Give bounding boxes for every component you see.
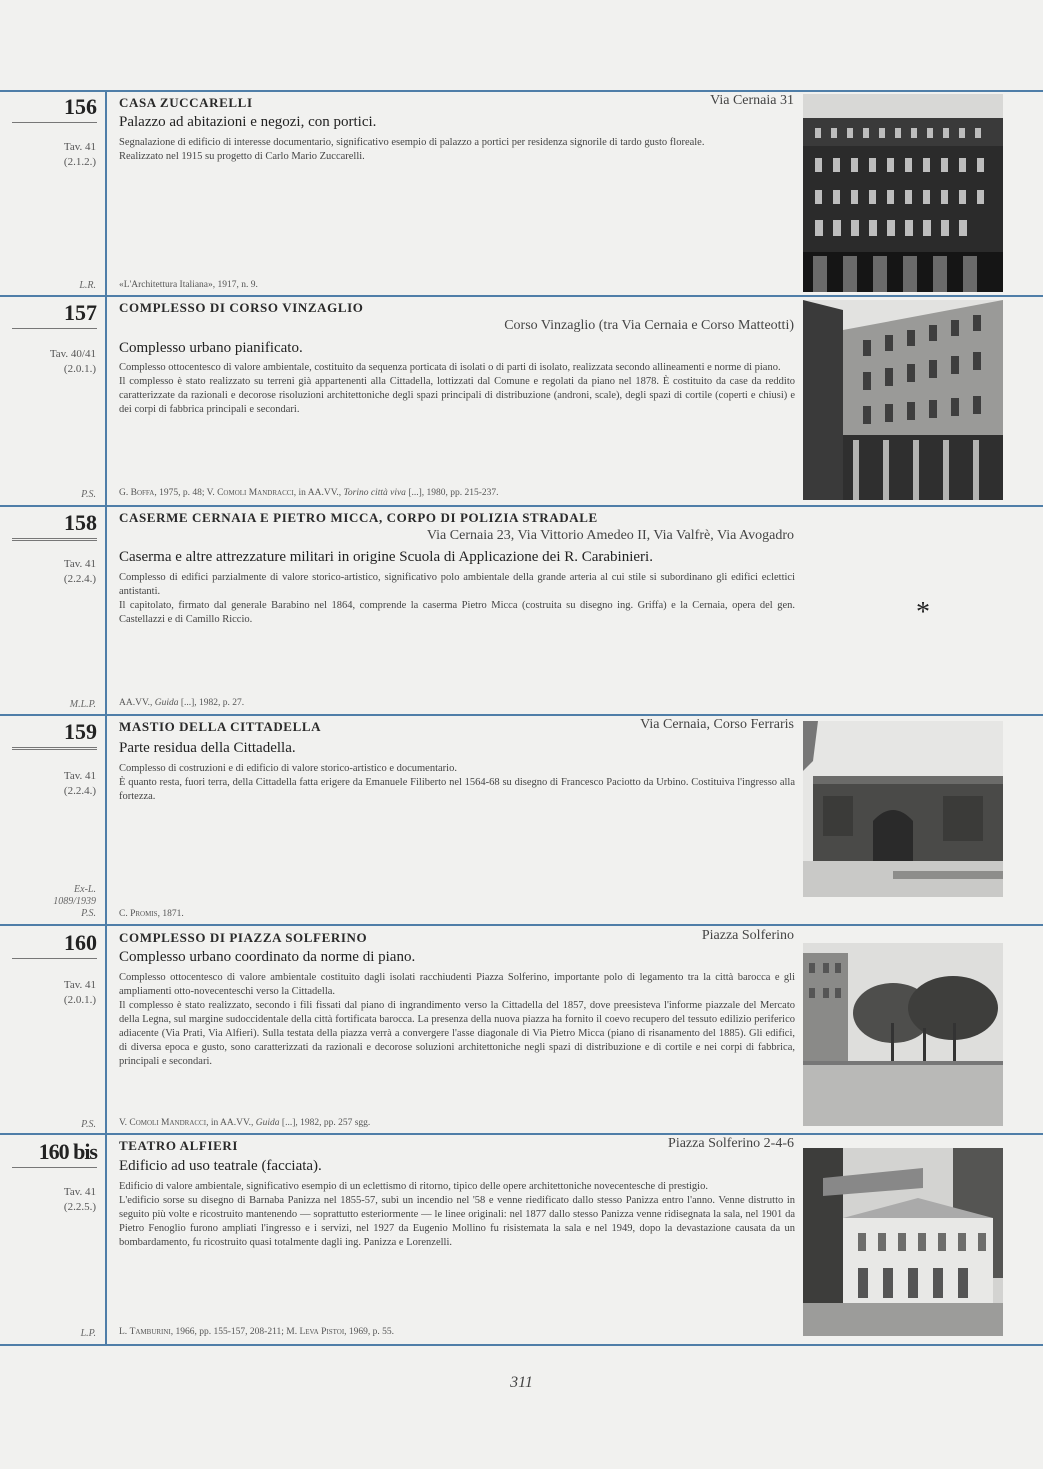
tavola: Tav. 41 <box>63 770 96 782</box>
catalog-entry <box>0 1135 1043 1344</box>
classification-code: (2.2.5.) <box>63 1201 96 1213</box>
ref-text: , 1975, p. 48; V. <box>154 488 218 498</box>
entry-number: 159 <box>12 719 97 750</box>
entry-title: TEATRO ALFIERI <box>119 1138 239 1153</box>
ref-work-title: Guida <box>255 1118 280 1128</box>
author-initials: P.S. <box>81 489 96 500</box>
citadel-photo <box>803 721 1003 897</box>
catalog-entry <box>0 716 1043 924</box>
author-initials: M.L.P. <box>69 699 96 710</box>
tavola: Tav. 41 <box>63 1186 96 1198</box>
entry-number: 158 <box>12 510 97 541</box>
entry-subtitle: Complesso urbano pianificato. <box>119 340 303 356</box>
tavola-ref <box>12 347 96 377</box>
entry-title: MASTIO DELLA CITTADELLA <box>119 719 322 734</box>
paragraph: Complesso di costruzioni e di edificio di valore storico-artistico e documentario. <box>119 763 457 774</box>
classification-code: (2.0.1.) <box>63 363 96 375</box>
entry-description <box>119 762 795 804</box>
building-photo <box>803 94 1003 292</box>
classification-code: (2.2.4.) <box>63 573 96 585</box>
bibliographic-reference <box>119 488 499 498</box>
entry-subtitle: Complesso urbano coordinato da norme di piano. <box>119 949 416 965</box>
entry-subtitle: Caserma e altre attrezzature militari in origine Scuola di Applicazione dei R. Carabinieri. <box>119 549 653 565</box>
paragraph: È quanto resta, fuori terra, della Cittadella fatta erigere da Emanuele Filiberto nel 1564-68 su disegno di Francesco Paciotto da Urbino. Costituiva l'ingresso alla fortezza. <box>119 777 795 802</box>
bibliographic-reference <box>119 1327 394 1337</box>
entry-number: 160 <box>12 930 97 959</box>
catalog-entry <box>0 507 1043 714</box>
bibliographic-reference <box>119 1118 370 1128</box>
building-photo <box>803 300 1003 500</box>
piazza-photo <box>803 943 1003 1126</box>
entry-address: Piazza Solferino <box>701 928 794 943</box>
bibliographic-reference: «L'Architettura Italiana», 1917, n. 9. <box>119 280 258 290</box>
author-initials: P.S. <box>81 1119 96 1130</box>
entry-description <box>119 971 795 1069</box>
paragraph: Il complesso è stato realizzato su terreni già appartenenti alla Cittadella, lottizzati dal Comune e regolati da piano nel 1878. È costituito da case da reddito caratterizzate da razionali e decorose risoluzioni architettoniche degli spazi principali di distribuzione (androni, scale), degli spazi di cortile (coperti e chiusi) e dei corpi di fabbrica principali e secondari. <box>119 376 795 415</box>
paragraph: Complesso ottocentesco di valore ambientale, costituito da sequenza porticata di isolati o di parti di isolato, realizzata secondo allineamenti e norme di piano. <box>119 362 781 373</box>
ref-work-title: Torino città viva <box>343 488 406 498</box>
entry-subtitle: Palazzo ad abitazioni e negozi, con portici. <box>119 114 377 130</box>
entry-description <box>119 571 795 627</box>
ref-work-title: Guida <box>154 698 179 708</box>
paragraph: Complesso di edifici parzialmente di valore storico-artistico, significativo polo ambientale della grande arteria al cui stile si subordinano gli edifici eclettici antistanti. <box>119 572 795 597</box>
tavola: Tav. 41 <box>63 979 96 991</box>
classification-code: (2.1.2.) <box>63 156 96 168</box>
catalog-entry <box>0 92 1043 295</box>
ref-text: , 1969, p. 55. <box>344 1327 395 1337</box>
ref-text: [...], 1980, pp. 215-237. <box>405 488 499 498</box>
ref-text: , in AA.VV., <box>293 488 344 498</box>
initials-line: P.S. <box>81 908 96 919</box>
tavola-ref <box>12 557 96 587</box>
entry-subtitle: Parte residua della Cittadella. <box>119 740 296 756</box>
entry-address: Corso Vinzaglio (tra Via Cernaia e Corso Matteotti) <box>504 318 794 333</box>
catalog-entry <box>0 297 1043 505</box>
ref-author: Leva Pistoi <box>299 1327 345 1337</box>
classification-code: (2.2.4.) <box>63 785 96 797</box>
entry-address: Via Cernaia 31 <box>710 93 794 108</box>
tavola: Tav. 41 <box>63 141 96 153</box>
paragraph: Realizzato nel 1915 su progetto di Carlo Mario Zuccarelli. <box>119 151 365 162</box>
paragraph: Edificio di valore ambientale, significativo esempio di un eclettismo di ritorno, tipico delle opere architettoniche novecentesche di prestigio. <box>119 1181 708 1192</box>
ref-text: L. <box>119 1327 130 1337</box>
entry-description <box>119 1180 795 1250</box>
ref-text: C. <box>119 909 131 919</box>
ref-text: V. <box>119 1118 130 1128</box>
paragraph: L'edificio sorse su disegno di Barnaba Panizza nel 1855-57, subì un incendio nel '58 e venne riedificato dallo stesso Panizza entro l'anno. Venne distrutto in seguito più volte e ricostruito mantenendo — soprattutto esteriormente — le linee originali: nel 1877 dallo stesso Panizza venne ridisegnata la sala, nel 1901 da Pietro Fenoglio furono ampliati l'ingresso e i servizi, nel 1927 da Eugenio Mollino fu risistemata la sala e nel 1949, dopo la devastazione causata da un bombardamento, fu ricostruito quasi totalmente dagli ing. Panizza e Lorenzelli. <box>119 1195 795 1248</box>
entry-number: 156 <box>12 94 97 123</box>
entry-description <box>119 361 795 417</box>
author-initials <box>12 884 96 920</box>
ref-text: AA.VV., <box>119 698 155 708</box>
ref-text: , 1871. <box>157 909 184 919</box>
entry-title: COMPLESSO DI CORSO VINZAGLIO <box>119 300 364 315</box>
entry-address: Piazza Solferino 2-4-6 <box>668 1136 794 1151</box>
ref-text: [...], 1982, p. 27. <box>178 698 245 708</box>
paragraph: Complesso ottocentesco di valore ambientale costituito dagli isolati racchiudenti Piazza Solferino, importante polo di legamento tra la città barocca e gli ampliamenti otto-novecenteschi verso la Cittadella. <box>119 972 795 997</box>
tavola-ref <box>12 1185 96 1215</box>
tavola-ref <box>12 140 96 170</box>
ref-text: [...], 1982, pp. 257 sgg. <box>279 1118 371 1128</box>
classification-code: (2.0.1.) <box>63 994 96 1006</box>
author-initials: L.R. <box>79 280 96 291</box>
tavola: Tav. 40/41 <box>49 348 96 360</box>
catalog-entry <box>0 926 1043 1133</box>
bibliographic-reference <box>119 698 244 708</box>
entry-number: 157 <box>12 300 97 329</box>
tavola-ref <box>12 978 96 1008</box>
tavola: Tav. 41 <box>63 558 96 570</box>
ref-text: , in AA.VV., <box>206 1118 256 1128</box>
ref-text: , 1966, pp. 155-157, 208-211; M. <box>170 1327 300 1337</box>
paragraph: Segnalazione di edificio di interesse documentario, significativo esempio di palazzo a portici per residenza signorile di tardo gusto floreale. <box>119 137 705 148</box>
theatre-photo <box>803 1148 1003 1336</box>
ref-author: Promis <box>130 909 158 919</box>
page-number: 311 <box>510 1374 533 1391</box>
notable-marker: * <box>916 597 930 628</box>
bibliographic-reference <box>119 909 184 919</box>
ref-text: G. <box>119 488 131 498</box>
ref-author: Comoli Mandracci <box>129 1118 207 1128</box>
tavola-ref <box>12 769 96 799</box>
entry-title: CASA ZUCCARELLI <box>119 95 253 110</box>
paragraph: Il capitolato, firmato dal generale Barabino nel 1864, comprende la caserma Pietro Micca (costruita su disegno ing. Griffa) e la Cernaia, opera del gen. Castellazzi e di Camillo Riccio. <box>119 600 795 625</box>
ref-author: Boffa <box>130 488 155 498</box>
author-initials: L.P. <box>80 1328 96 1339</box>
entry-address: Via Cernaia, Corso Ferraris <box>640 717 794 732</box>
entry-address: Via Cernaia 23, Via Vittorio Amedeo II, Via Valfrè, Via Avogadro <box>426 528 794 543</box>
paragraph: Il complesso è stato realizzato, secondo i fili fissati dal piano di ingrandimento verso la Cittadella del 1857, dove preesisteva l'informe piazzale del Mercato della Legna, sul margine sudoccidentale della città fortificata barocca. La presenza della nuova piazza ha fornito il coevo recupero del tessuto edilizio periferico adiacente (Via Prati, Via Alfieri). Sulla testata della piazza verrà a convergere l'asse diagonale di Via Pietro Micca (piano di risanamento del 1885). Gli edifici, di diversa epoca e gusto, sono caratterizzati da razionali e decorose soluzioni architettoniche negli spazi di distribuzione e di cortile e nei corpi di fabbrica, principali e secondari. <box>119 1000 795 1067</box>
bottom-rule <box>0 1344 1043 1346</box>
initials-line: 1089/1939 <box>53 896 96 907</box>
entry-description <box>119 136 795 164</box>
ref-author: Comoli Mandracci <box>217 488 294 498</box>
ref-author: Tamburini <box>129 1327 171 1337</box>
initials-line: Ex-L. <box>74 884 96 895</box>
entry-number: 160 bis <box>12 1139 97 1168</box>
entry-title: CASERME CERNAIA E PIETRO MICCA, CORPO DI POLIZIA STRADALE <box>119 510 598 525</box>
entry-subtitle: Edificio ad uso teatrale (facciata). <box>119 1158 322 1174</box>
entry-title: COMPLESSO DI PIAZZA SOLFERINO <box>119 930 368 945</box>
